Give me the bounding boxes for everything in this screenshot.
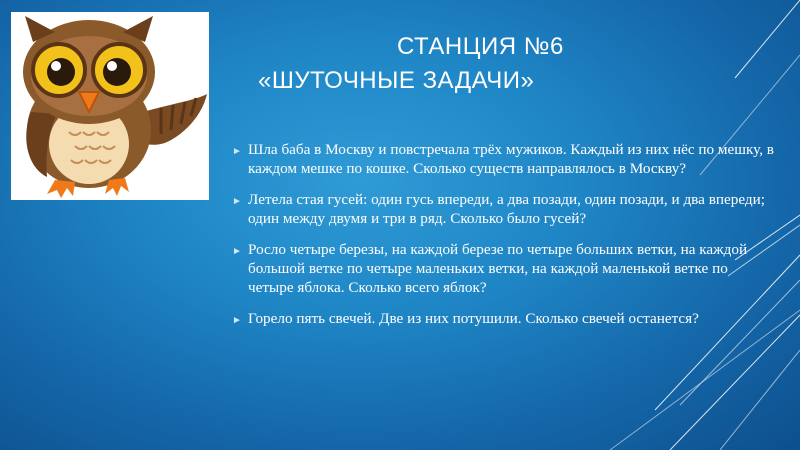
list-item	[232, 190, 777, 228]
owl-icon	[11, 12, 209, 200]
bullet-arrow-icon: ►	[232, 246, 242, 257]
task-text: Горело пять свечей. Две из них потушили. Сколько свечей останется?	[248, 310, 699, 327]
list-item	[232, 309, 777, 328]
bullet-arrow-icon: ►	[232, 146, 242, 157]
task-list	[232, 140, 777, 340]
title-station: СТАНЦИЯ №6	[397, 33, 564, 60]
title-subject: «ШУТОЧНЫЕ ЗАДАЧИ»	[258, 67, 535, 94]
bullet-arrow-icon: ►	[232, 196, 242, 207]
task-text: Шла баба в Москву и повстречала трёх мужиков. Каждый из них нёс по мешку, в каждом мешке по кошке. Сколько существ направлялось в Москву?	[248, 141, 774, 177]
task-text: Летела стая гусей: один гусь впереди, а два позади, один позади, и два впереди; один между двумя и три в ряд. Сколько было гусей?	[248, 191, 765, 227]
task-text: Росло четыре березы, на каждой березе по четыре больших ветки, на каждой большой ветке по четыре маленьких ветки, на каждой маленькой ветке по четыре яблока. Сколько всего яблок?	[248, 241, 748, 296]
owl-illustration	[11, 12, 209, 200]
list-item	[232, 240, 777, 297]
slide-title	[232, 30, 652, 98]
bullet-arrow-icon: ►	[232, 315, 242, 326]
list-item	[232, 140, 777, 178]
